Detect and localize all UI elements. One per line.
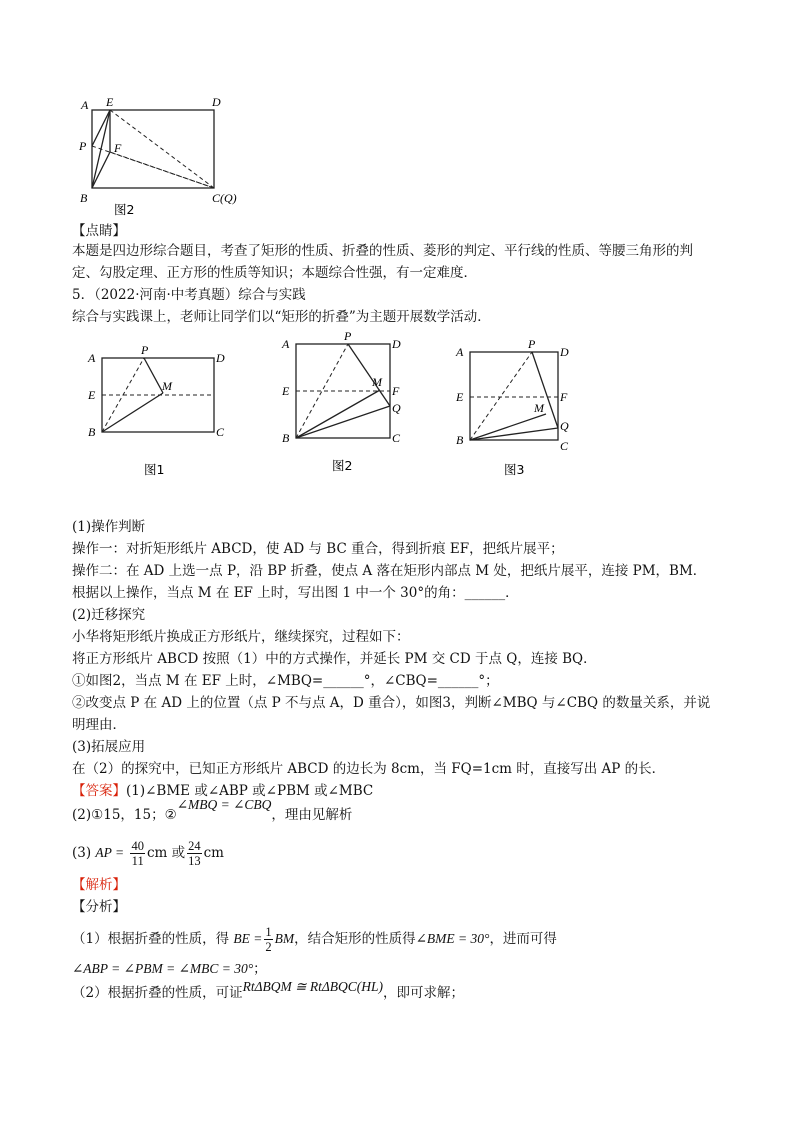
label-e: E (282, 384, 290, 398)
label-m: M (534, 401, 544, 415)
label-q: Q (560, 419, 569, 433)
part-1-title: (1)操作判断 (72, 519, 146, 535)
answer-3-fraction-1 (130, 839, 145, 868)
fraction-2-numerator: 24 (188, 839, 201, 853)
segment-ep (92, 110, 110, 146)
label-q: Q (392, 401, 401, 415)
analysis-3a: （2）根据折叠的性质，可证 (72, 985, 243, 1001)
segment-bm (470, 414, 546, 440)
problem-intro: 综合与实践课上，老师让同学们以“矩形的折叠”为主题开展数学活动． (72, 309, 491, 325)
answer-3-middle: cm 或 (146, 845, 186, 861)
label-e: E (106, 95, 114, 109)
figure-3 (450, 334, 600, 484)
answer-2-expression: ∠MBQ = ∠CBQ (176, 797, 272, 812)
part-1-op2: 操作二：在 AD 上选一点 P，沿 BP 折叠，使点 A 落在矩形内部点 M 处，把纸片展平，连接 PM，BM． (72, 563, 707, 579)
segment-pm (144, 358, 163, 393)
figure-1-caption: 图1 (144, 462, 165, 477)
label-a: A (456, 345, 464, 359)
answer-line-2 (72, 797, 353, 824)
answer-3-fraction-2 (187, 839, 202, 868)
part-2-q2-line1: ②改变点 P 在 AD 上的位置（点 P 不与点 A，D 重合），如图3，判断∠MBQ 与∠CBQ 的数量关系，并说 (72, 695, 711, 711)
answer-3-unit: cm (203, 845, 224, 861)
part-2-q2-line2: 明理由． (72, 717, 126, 733)
analysis-angles: ∠ABP = ∠PBM = ∠MBC = 30° (72, 961, 254, 976)
label-a: A (88, 351, 96, 365)
analysis-line-2-end: ； (253, 961, 267, 977)
label-m: M (372, 375, 382, 389)
analysis-1a: （1）根据折叠的性质，得 (72, 931, 230, 947)
label-p: P (79, 139, 87, 153)
label-f: F (114, 141, 122, 155)
label-p: P (344, 330, 352, 343)
part-1-op1: 操作一：对折矩形纸片 ABCD，使 AD 与 BC 重合，得到折痕 EF，把纸片展平； (72, 541, 564, 557)
answer-line-3 (72, 836, 224, 870)
analysis-angle-bme: ∠BME = 30° (415, 931, 490, 946)
label-b: B (80, 191, 88, 205)
label-p: P (528, 337, 536, 351)
square (470, 352, 558, 440)
label-b: B (282, 431, 290, 445)
label-c: C (560, 439, 569, 453)
label-a: A (81, 98, 89, 112)
part-1-question: 根据以上操作，当点 M 在 EF 上时，写出图 1 中一个 30°的角：______． (72, 585, 519, 601)
segment-pq (532, 352, 558, 428)
analysis-line-1 (72, 922, 557, 956)
part-2-title: (2)迁移探究 (72, 607, 146, 623)
analysis-be: BE = (233, 931, 263, 946)
label-c: C (392, 431, 401, 445)
segment-bp-dashed (470, 352, 532, 440)
part-2-op: 将正方形纸片 ABCD 按照（1）中的方式操作，并延长 PM 交 CD 于点 Q，连接 BQ． (72, 651, 597, 667)
label-e: E (88, 388, 96, 402)
part-3-title: (3)拓展应用 (72, 739, 146, 755)
part-3-question: 在（2）的探究中，已知正方形纸片 ABCD 的边长为 8cm，当 FQ=1cm 时，直接写出 AP 的长． (72, 761, 666, 777)
answer-2-prefix: (2)①15，15；② (72, 807, 177, 823)
half-denominator: 2 (265, 940, 272, 954)
analysis-line-2 (72, 960, 267, 978)
label-d: D (216, 351, 225, 365)
commentary-line-1: 本题是四边形综合题目，考查了矩形的性质、折叠的性质、菱形的判定、平行线的性质、等腰三角形的判 (72, 243, 693, 259)
label-m: M (162, 379, 172, 393)
label-d: D (560, 345, 569, 359)
fraction-1-denominator: 11 (131, 854, 144, 868)
fraction-1-numerator: 40 (131, 839, 144, 853)
label-f: F (560, 390, 568, 404)
analysis-half-fraction (264, 925, 272, 954)
segment-fb (92, 152, 110, 188)
part-2-intro: 小华将矩形纸片换成正方形纸片，继续探究，过程如下： (72, 629, 410, 645)
figure-1 (80, 340, 230, 480)
top-figure (72, 92, 262, 218)
answer-2-suffix: ，理由见解析 (271, 807, 353, 823)
analysis-line-3 (72, 979, 464, 1002)
label-a: A (282, 337, 290, 351)
half-numerator: 1 (265, 925, 272, 939)
label-d: D (212, 95, 221, 109)
analysis-1c: ，进而可得 (489, 931, 557, 947)
answer-3-lhs: AP = (95, 845, 125, 860)
figure-3-caption: 图3 (504, 462, 525, 477)
commentary-header: 【点睛】 (72, 223, 126, 239)
analysis-1b: ，结合矩形的性质得 (294, 931, 416, 947)
label-p: P (141, 343, 149, 357)
analysis-bm: BM (274, 931, 295, 946)
analysis-subheader: 【分析】 (72, 899, 126, 915)
label-b: B (456, 433, 464, 447)
figure-2-caption: 图2 (332, 458, 353, 473)
label-c: C (216, 425, 225, 439)
answer-1: (1)∠BME 或∠ABP 或∠PBM 或∠MBC (126, 783, 374, 799)
part-2-q1: ①如图2，当点 M 在 EF 上时，∠MBQ=______°，∠CBQ=______°； (72, 673, 499, 689)
segment-bm (102, 393, 163, 432)
label-f: F (392, 384, 400, 398)
figure-2 (276, 330, 426, 480)
label-b: B (88, 425, 96, 439)
fraction-2-denominator: 13 (188, 854, 201, 868)
commentary-line-2: 定、勾股定理、正方形的性质等知识；本题综合性强，有一定难度． (72, 265, 477, 281)
analysis-3b: ，即可求解； (383, 985, 464, 1001)
analysis-congruence: RtΔBQM ≅ RtΔBQC(HL) (242, 979, 383, 994)
label-d: D (392, 337, 401, 351)
answer-label: 【答案】 (72, 783, 126, 799)
problem-title: 5．（2022·河南·中考真题）综合与实践 (72, 287, 306, 303)
answer-3-prefix: (3) (72, 845, 92, 861)
segment-ec-dashed (110, 110, 214, 188)
segment-bq (470, 428, 558, 440)
figure-caption: 图2 (114, 202, 135, 217)
analysis-label: 【解析】 (72, 877, 126, 893)
label-e: E (456, 390, 464, 404)
label-cq: C(Q) (212, 191, 237, 205)
